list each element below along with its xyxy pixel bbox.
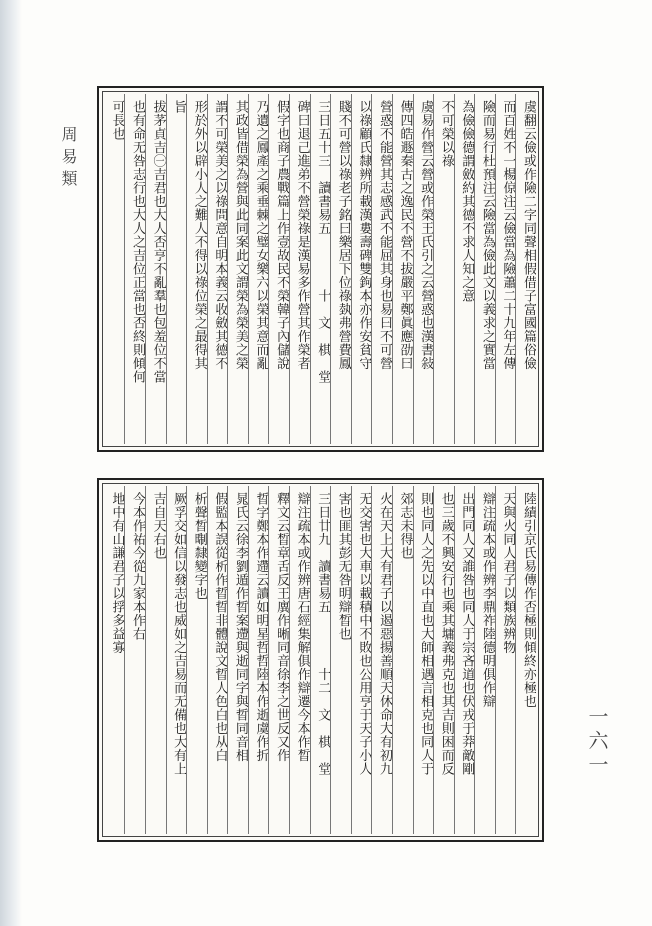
text-column: 則也同人之先以中直也大師相遇言相克也同人于 [413,486,434,834]
text-column: 也三歲不興安行也乘其墉義弗克也其吉則困而反 [433,486,454,834]
text-column: 郊志未得也 [392,486,413,834]
text-column: 出門同人又誰咎也同人于宗吝道也伏戎于莽敵剛 [454,486,475,834]
text-column: 地中有山謙君子以捊多益寡 [109,492,125,654]
text-column: 也有命无咎志行也大人之吉位正當也否終則傾何 [124,94,145,444]
text-column: 吉自天右也 [145,486,166,834]
text-column: 析聲晳㫼隸變字也 [186,486,207,834]
text-column: 為儉儉德謂斂約其德不求人知之意 [454,94,475,444]
text-column: 傳四皓遯秦古之逸民不營不拔嚴平鄭眞應劭曰 [392,94,413,444]
text-column: 晁氏云徐李劉遁作晢案遰與逝同字與晢同音相 [227,486,248,834]
text-column: 天與火同人君子以類族辨物 [495,486,516,834]
text-column: 晢字鄭本作遰云讀如明星哲哲陸本作逝虞作折 [248,486,269,834]
text-column: 三日五十三 讀書易五 十 文 棋 堂 [310,94,331,444]
text-column: 虞易作營云營或作榮王氏引之云營惑也漢書敍 [413,94,434,444]
text-columns-top [105,94,536,444]
text-block-top [97,86,544,452]
text-column: 可長也 [109,100,125,141]
text-column: 不可榮以祿 [433,94,454,444]
text-column: 厥孚交如信以發志也威如之吉易而无備也大有上 [166,486,187,834]
text-column: 陸績引京氏易傳作否極則傾終亦極也 [515,486,536,834]
text-column: 今本作祐今從九家本作右 [124,486,145,834]
text-column: 三日廿九 讀書易五 十二 文 棋 堂 [310,486,331,834]
text-column: 賤不可營以祿老子銘曰樂居下位祿埶弗營費鳳 [330,94,351,444]
text-column: 以祿顧氏隸辨所載漢婁壽碑雙鉤本亦作安貧守 [351,94,372,444]
text-column: 假字也商子農戰篇上作壹故民不榮韓子內儲說 [268,94,289,444]
page-number: 一六一 [585,706,609,778]
side-title: 周易類 [59,126,78,192]
text-column: 形於外以辟小人之難人不得以祿位榮之最得其 [186,94,207,444]
text-column: 而百姓不一楊倞注云儉當為險蕭二十九年左傳 [495,94,516,444]
text-column: 險而易行杜預注云險當為儉此文以義求之實當 [474,94,495,444]
text-column: 謂不可榮美之以祿問意自明本義云收斂其德不 [207,94,228,444]
page-gutter [0,0,22,926]
text-column: 虞翻云儉或作險二字同聲相假借子富國篇俗儉 [515,94,536,444]
text-block-bottom [97,478,544,842]
text-column: 假監本誤從析作晢晢非體說文晢人色白也从白 [207,486,228,834]
text-column: 辯注疏本或作辨唐石經集解俱作辯遷今本作晳 [289,486,310,834]
text-column: 乃遺之鳳產之乘垂棘之璧女樂六以榮其意而亂 [248,94,269,444]
text-column: 旨 [166,94,187,444]
text-column: 釋文云晳章舌反王廙作晰同音徐李之世反又作 [268,486,289,834]
text-column: 害也匪其彭无咎明辯晳也 [330,486,351,834]
text-column: 碑曰退己進弟不營榮祿是漢易多作營其作榮者 [289,94,310,444]
text-column: 无交害也大車以載積中不敗也公用亨于天子小人 [351,486,372,834]
text-column: 拔茅貞吉㊀吉君也大人否亨不亂羣也包羞位不當 [145,94,166,444]
text-column: 火在天上大有君子以遏惡揚善順天休命大有初九 [371,486,392,834]
text-column: 營惑不能營其志感武不能屈其身也易曰不可營 [371,94,392,444]
text-column: 辯注疏本或作辨李鼎祚陸德明俱作辯 [474,486,495,834]
text-column: 其政皆借榮為營與此同案此文謂榮為榮美之榮 [227,94,248,444]
text-columns-bottom [105,486,536,834]
